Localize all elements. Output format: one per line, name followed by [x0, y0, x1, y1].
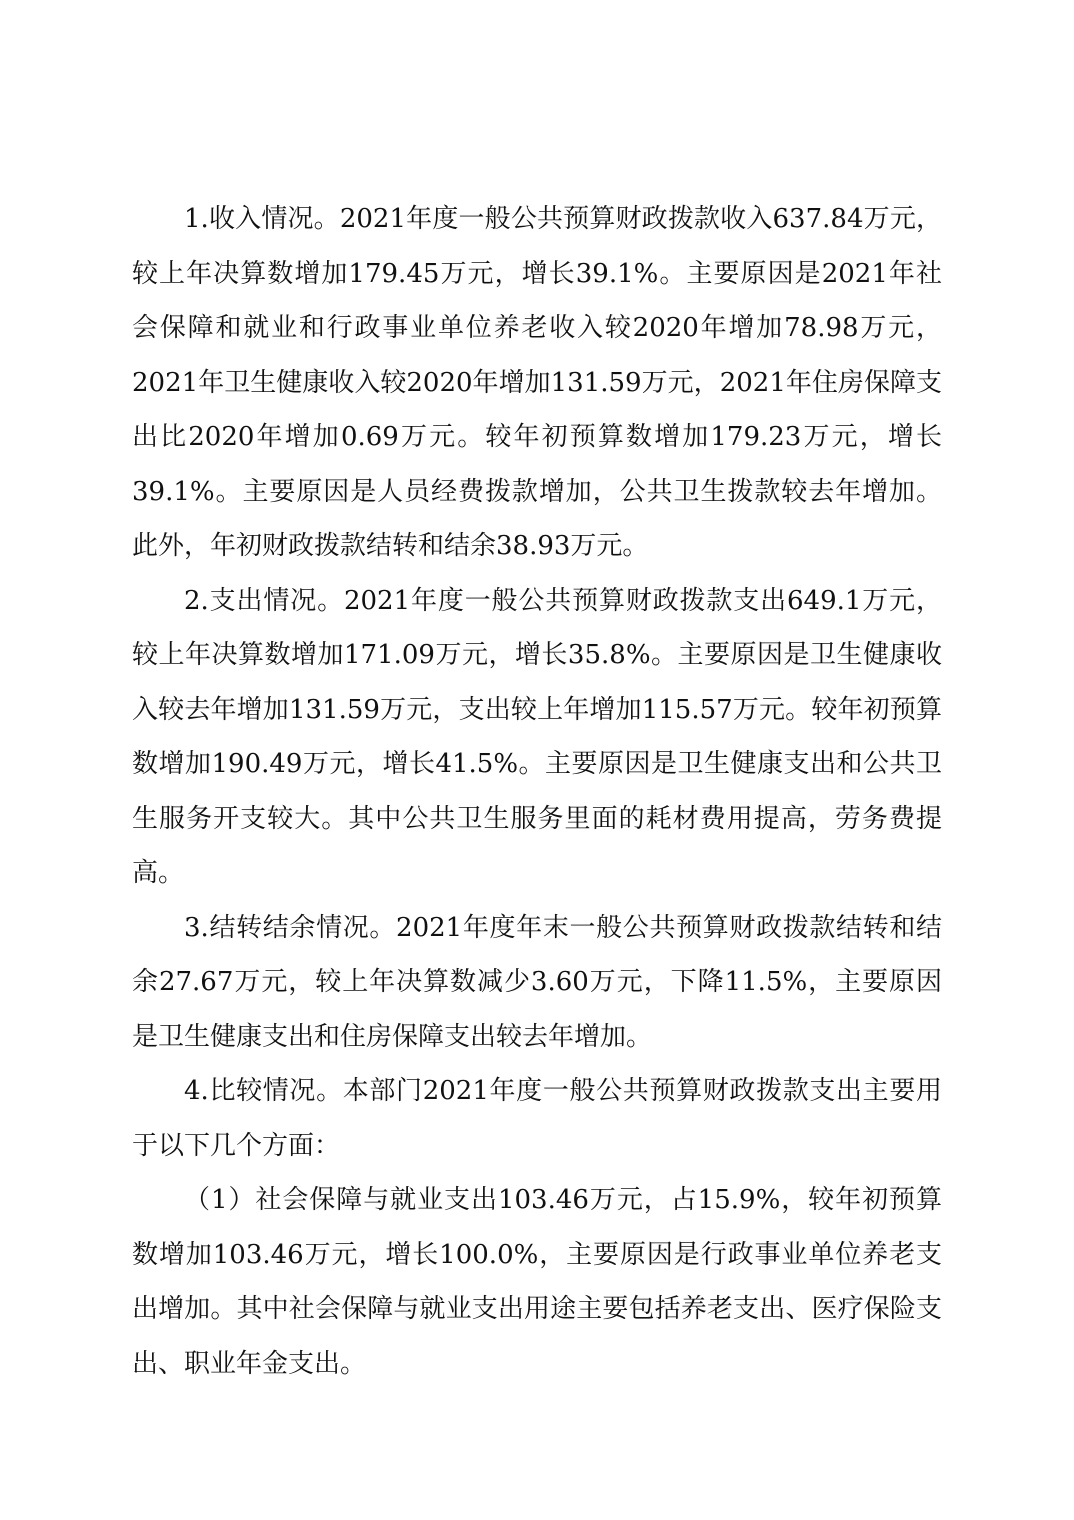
document-body — [132, 192, 942, 1391]
paragraph-income: 1.收入情况。2021年度一般公共预算财政拨款收入637.84万元，较上年决算数增加179.45万元，增长39.1%。主要原因是2021年社会保障和就业和行政事业单位养老收入较2020年增加78.98万元，2021年卫生健康收入较2020年增加131.59万元，2021年住房保障支出比2020年增加0.69万元。较年初预算数增加179.23万元，增长39.1%。主要原因是人员经费拨款增加，公共卫生拨款较去年增加。此外，年初财政拨款结转和结余38.93万元。 — [132, 204, 942, 561]
paragraph-social-security: （1）社会保障与就业支出103.46万元，占15.9%，较年初预算数增加103.46万元，增长100.0%，主要原因是行政事业单位养老支出增加。其中社会保障与就业支出用途主要包括养老支出、医疗保险支出、职业年金支出。 — [132, 1185, 942, 1379]
paragraph-carryover: 3.结转结余情况。2021年度年末一般公共预算财政拨款结转和结余27.67万元，较上年决算数减少3.60万元，下降11.5%，主要原因是卫生健康支出和住房保障支出较去年增加。 — [132, 912, 942, 1052]
paragraph-expenditure: 2.支出情况。2021年度一般公共预算财政拨款支出649.1万元，较上年决算数增加171.09万元，增长35.8%。主要原因是卫生健康收入较去年增加131.59万元，支出较上年增加115.57万元。较年初预算数增加190.49万元，增长41.5%。主要原因是卫生健康支出和公共卫生服务开支较大。其中公共卫生服务里面的耗材费用提高，劳务费提高。 — [132, 585, 942, 888]
paragraph-comparison: 4.比较情况。本部门2021年度一般公共预算财政拨款支出主要用于以下几个方面： — [132, 1076, 942, 1161]
